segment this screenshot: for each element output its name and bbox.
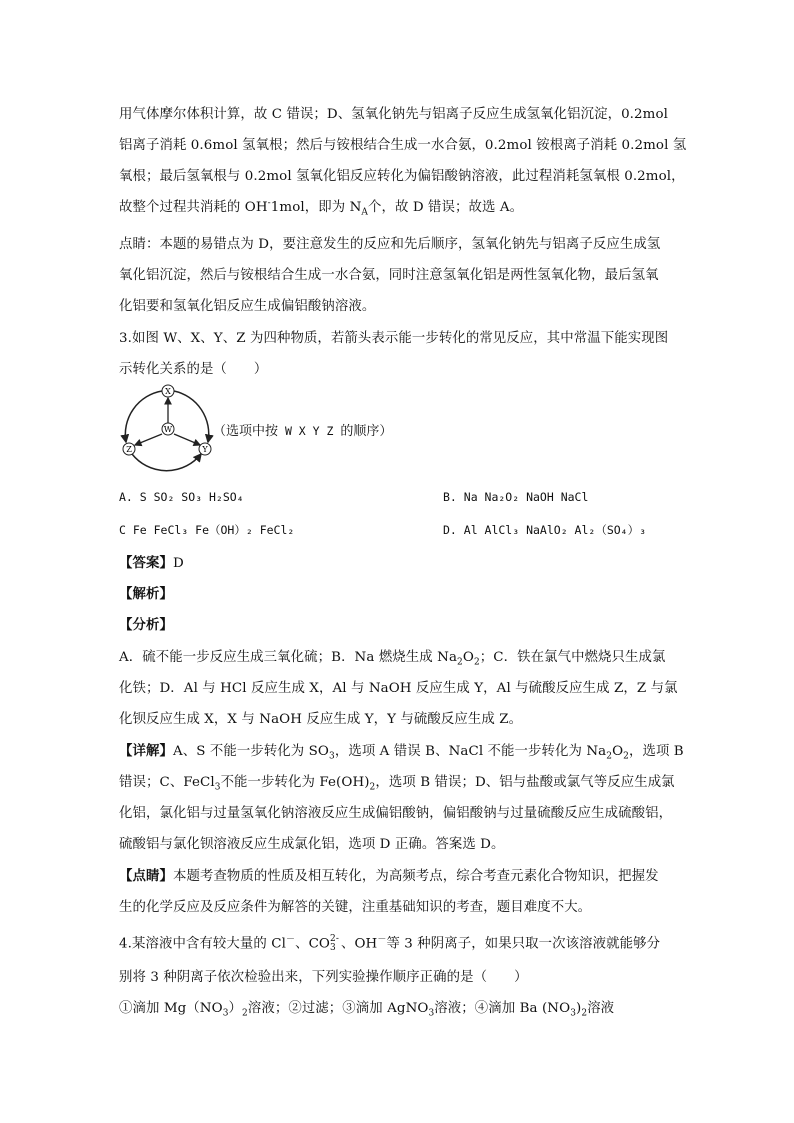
text-line: 氧化铝沉淀，然后与铵根结合生成一水合氨，同时注意氢氧化铝是两性氢氧化物，最后氢氧 — [119, 268, 659, 283]
answer-value: D — [172, 556, 184, 571]
text-line: 化铝要和氢氧化铝反应生成偏铝酸钠溶液。 — [119, 299, 376, 314]
text-line: 化钡反应生成 X，X 与 NaOH 反应生成 Y，Y 与硫酸反应生成 Z。 — [119, 712, 523, 727]
text-line: A．硫不能一步反应生成三氧化硫；B．Na 燃烧生成 $Na_2O_2$；C．铁在氯气中燃烧只生成氯 — [119, 650, 666, 668]
text-line: 铝离子消耗 0.6mol 氢氧根；然后与铵根结合生成一水合氨，0.2mol 铵根离子消耗 0.2mol 氢 — [119, 138, 687, 153]
node-x: X — [165, 387, 171, 396]
text-line: 错误；C、FeCl$_3$不能一步转化为 $Fe(OH)_2$，选项 B 错误；D、铝与盐酸或氯气等反应生成氯 — [119, 775, 675, 793]
fenxi-tag: 【分析】 — [119, 617, 173, 633]
node-y: Y — [202, 445, 208, 454]
answer-line — [119, 552, 184, 571]
text-line: 化铝，氯化铝与过量氢氧化钠溶液反应生成偏铝酸钠，偏铝酸钠与过量硫酸反应生成硫酸铝， — [119, 806, 673, 821]
question-stem: 别将 3 种阴离子依次检验出来，下列实验操作顺序正确的是（ ） — [119, 970, 528, 985]
option-c: C Fe FeCl₃ Fe（OH）₂ FeCl₂ — [119, 523, 295, 537]
arrow-x-to-y — [174, 391, 209, 442]
option-b: B. Na Na₂O₂ NaOH NaCl — [443, 490, 589, 504]
text-line: 用气体摩尔体积计算，故 C 错误；D、氢氧化钠先与铝离子反应生成氢氧化铝沉淀，0.2mol — [119, 107, 669, 122]
arrow-z-to-y — [132, 454, 201, 471]
text-line: 点睛：本题的易错点为 D，要注意发生的反应和先后顺序，氢氧化钠先与铝离子反应生成氢 — [119, 237, 661, 252]
question-operations: ①滴加 $Mg(NO_3)_2$溶液；②过滤；③滴加 AgNO$_3$溶液；④滴加 Ba $(NO_3)_2$溶液 — [119, 1001, 615, 1019]
question-stem: 4.某溶液中含有较大量的 Cl－、CO 2- 3 、OH－等 3 种阴离子，如果只取一次该溶液就能够分 — [119, 933, 661, 953]
conversion-diagram — [118, 382, 218, 477]
option-a: A. S SO₂ SO₃ H₂SO₄ — [119, 490, 244, 504]
arrow-w-to-z — [135, 434, 162, 445]
answer-tag: 【答案】 — [119, 555, 173, 571]
diagram-caption: （选项中按 W X Y Z 的顺序） — [213, 424, 393, 439]
question-stem: 3.如图 W、X、Y、Z 为四种物质，若箭头表示能一步转化的常见反应，其中常温下能实现图 — [119, 331, 669, 346]
text-line: 氧根；最后氢氧根与 0.2mol 氢氧化铝反应转化为偏铝酸钠溶液，此过程消耗氢氧根 0.2mol， — [119, 169, 685, 184]
text-line: 生的化学反应及反应条件为解答的关键，注重基础知识的考查，题目难度不大。 — [119, 900, 592, 915]
node-w: W — [163, 425, 173, 434]
node-z: Z — [126, 445, 132, 454]
question-stem: 示转化关系的是（ ） — [119, 362, 268, 377]
text-line: 硫酸铝与氯化钡溶液反应生成氯化铝，选项 D 正确。答案选 D。 — [119, 837, 505, 852]
arrow-x-to-z — [125, 391, 162, 442]
text-line: 化铁；D．Al 与 HCl 反应生成 X，Al 与 NaOH 反应生成 Y，Al 与硫酸反应生成 Z，Z 与氯 — [119, 681, 678, 696]
text-line: 【点睛】本题考查物质的性质及相互转化，为高频考点，综合考查元素化合物知识，把握发 — [119, 868, 659, 884]
arrow-w-to-y — [174, 434, 200, 445]
option-d: D. Al AlCl₃ NaAlO₂ Al₂（SO₄）₃ — [443, 523, 647, 537]
text-line: 故整个过程共消耗的 OH-1mol，即为 $N_A$个，故 D 错误；故选 A。 — [119, 198, 524, 218]
analysis-tag: 【解析】 — [119, 586, 173, 602]
text-line: 【详解】A、S 不能一步转化为 $SO_3$，选项 A 错误 B、NaCl 不能一步转化为 $Na_2O_2$，选项 B — [119, 743, 684, 762]
